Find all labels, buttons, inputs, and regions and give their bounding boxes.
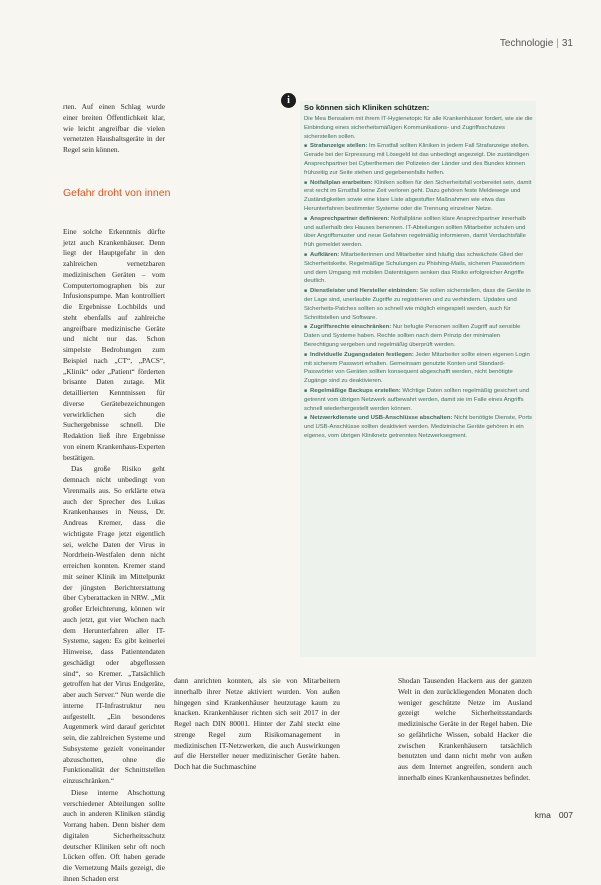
- info-box-item: [304, 323, 534, 349]
- info-box-title: So können sich Kliniken schützen:: [304, 103, 430, 112]
- info-box-item-title: Ansprechpartner definieren:: [310, 215, 390, 222]
- info-box-item: [304, 251, 534, 286]
- info-box-item-text: Wichtige Daten sollten regelmäßig gesichert und getrennt vom übrigen Netzwerk aufbewahrt werden, damit sie im Falle eines Angriffs schnell wiederhergestellt werden können.: [304, 387, 530, 412]
- info-icon: i: [281, 93, 296, 108]
- info-box-item: [304, 387, 534, 413]
- square-bullet-icon: ■: [304, 251, 308, 258]
- middle-column: [174, 676, 340, 773]
- info-box-item-title: Individuelle Zugangsdaten festlegen:: [310, 351, 414, 358]
- info-box: [281, 93, 537, 657]
- info-box-item-title: Notfallplan erarbeiten:: [310, 179, 373, 186]
- body-paragraph-3: Diese interne Abschottung verschiedener Abteilungen sollte auch in anderen Kliniken ständig Vorrang haben. Denn bisher dem digitalen Sicherheitsschutz deutscher Kliniken sehr oft noch Lücken offen. Oft haben gerade die Vernetzung Mails gezeigt, die ihnen Schaden erst: [63, 787, 165, 883]
- right-column-text: Shodan Tausenden Hackern aus der ganzen Welt in den zurückliegenden Monaten doch weniger geschützte Netze im Ausland gezeigt welche Sicherheitsstandards medizinische Geräte in der Regel haben. Die so gefährliche Wissen, sobald Hacker die zwischen Krankenhäusern tatsächlich benutzten und dann nicht mehr von außen aus dem Internet angreifen, sondern auch innerhalb eines Krankenhausnetzes befindet.: [398, 676, 532, 782]
- info-box-item-title: Dienstleister und Hersteller einbinden:: [310, 288, 419, 295]
- page-header: [500, 38, 573, 49]
- magazine-name: kma: [534, 810, 551, 820]
- info-box-item: [304, 215, 534, 250]
- square-bullet-icon: ■: [304, 351, 308, 358]
- info-box-item: [304, 287, 534, 322]
- square-bullet-icon: ■: [304, 387, 308, 394]
- info-box-list: [304, 142, 534, 440]
- right-column: [398, 676, 532, 784]
- left-column: [63, 102, 171, 885]
- square-bullet-icon: ■: [304, 215, 308, 222]
- info-box-intro: Die Mea Bensalem mit ihrem IT-Hygienetopic für alle Krankenhäuser fordert, wie sie die Einbindung eines sicherheitsmäßigen Kommunikations- und Zugriffsschutzes sicherstellen sollen.: [304, 116, 533, 140]
- info-box-item-title: Aufklären:: [310, 251, 340, 258]
- square-bullet-icon: ■: [304, 324, 308, 331]
- middle-column-text: dann anrichten konnten, als sie von Mitarbeitern innerhalb ihrer Netze aktiviert wurden. Von außen hingegen sind Krankenhäuser heutzutage kaum zu knacken. Krankenhäuser richten sich seit 2017 in der Regel nach DIN 80001. Hinter der Zahl steckt eine strenge Regel zum Risikomanagement in medizinischen IT-Netzwerken, die auch Auswirkungen auf die Hersteller neuer medizinischer Geräte haben. Doch hat die Suchmaschine: [174, 676, 340, 771]
- square-bullet-icon: ■: [304, 179, 308, 186]
- section-label: Technologie: [499, 38, 554, 49]
- info-box-item-text: Notfallpläne sollten klare Ansprechpartner innerhalb und außerhalb des Hauses benennen. IT-Abteilungen sollten Mitarbeiter schulen und über Angriffsmuster und neue Gefahren regelmäßig informieren, damit Verdachtsfälle früh gemeldet werden.: [304, 215, 526, 249]
- footer-page-number: 007: [558, 810, 573, 820]
- page-footer: [535, 810, 573, 820]
- header-separator: |: [556, 38, 559, 49]
- info-box-body: [304, 115, 534, 441]
- info-box-item-text: Im Ernstfall sollten Kliniken in jedem Fall Strafanzeige stellen. Gerade bei der Erpressung mit Lösegeld ist das unbedingt angezeigt. Die zuständigen Ansprechpartner bei Cyberthemen der Polizeien der Länder und des Bundes können frühzeitig zur Seite stehen und gegebenenfalls helfen.: [304, 143, 530, 176]
- info-box-item-text: Jeder Mitarbeiter sollte einen eigenen Login mit sicherem Passwort erhalten. Gemeinsam genutzte Konten und Standard-Passwörter von Geräten sollten konsequent abgeschafft werden, nicht benötigte Zugänge sind zu deaktivieren.: [304, 351, 530, 385]
- info-box-item-title: Regelmäßige Backups erstellen:: [310, 387, 401, 394]
- info-box-item-text: Nicht benötigte Dienste, Ports und USB-Anschlüsse sollten deaktiviert werden. Medizinische Geräte gehören in ein eigenes, vom übrigen Kliniknetz getrenntes Netzwerksegment.: [304, 415, 532, 439]
- header-page-number: 31: [561, 38, 573, 49]
- info-box-item-text: Nur befugte Personen sollten Zugriff auf sensible Daten und Systeme haben. Rechte sollten nach dem Prinzip der minimalen Berechtigung vergeben und regelmäßig überprüft werden.: [304, 324, 521, 348]
- info-box-item-text: Mitarbeiterinnen und Mitarbeiter sind häufig das schwächste Glied der Sicherheitskette. Regelmäßige Schulungen zu Phishing-Mails, sicheren Passwörtern und dem Umgang mit mobilen Datenträgern senken das Risiko erfolgreicher Angriffe deutlich.: [304, 251, 525, 285]
- info-box-item-text: Sie sollen sicherstellen, dass die Geräte in der Lage sind, unerlaubte Zugriffe zu registrieren und zu verhindern. Updates und Sicherheits-Patches sollten so schnell wie möglich eingespielt werden, auch für Schnittstellen und Software.: [304, 288, 531, 321]
- info-box-item: [304, 351, 534, 386]
- square-bullet-icon: ■: [304, 288, 308, 295]
- info-box-item: [304, 179, 534, 214]
- info-box-item: [304, 142, 534, 177]
- lead-paragraph: rten. Auf einen Schlag wurde einer breiten Öffentlichkeit klar, wie leicht angreifbar die vielen vernetzten Haushaltsgeräte in der Regel sein können.: [63, 102, 165, 154]
- square-bullet-icon: ■: [304, 143, 308, 150]
- body-paragraph-1: Eine solche Erkenntnis dürfte jetzt auch Krankenhäuser. Denn liegt der Hauptgefahr in den zahlreichen vernetzbaren medizinischen Geräten – vom Computertomographen bis zur Infusionspumpe. Man kontrolliert die Ergebnisse Lochbilds und steht ebenfalls auf zahlreiche angreifbare medizinische Geräte und nicht nur das. Schon simpelste Bedrohungen zum Beispiel nach „CT“, „PACS“, „Klinik“ oder „Patient“ förderten brisante Daten zutage. Mit detaillierten Kenntnissen für diverse Gerätebezeichnungen verwirklichen sich die Suchergebnisse schnell. Die Redaktion ließ ihre Ergebnisse von einem Krankenhaus-Experten bestätigen.: [63, 226, 165, 462]
- body-paragraph-2: Das große Risiko geht demnach nicht unbedingt von Virenmails aus. So erklärte etwa auch der Sprecher des Lukas Krankenhauses in Neuss, Dr. Andreas Kremer, dass die wichtigste Frage jetzt eigentlich sei, welche Daten der Virus in Nordrhein-Westfalen denn nicht erreichen konnten. Kremer stand mit seiner Klinik im Mittelpunkt der jüngsten Berichterstattung über Cyberattacken in NRW. „Mit großer Erleichterung, können wir auch jetzt, gut vier Wochen nach dem Herunterfahren aller IT-Systeme, sagen: Es gibt keinerlei Hinweise, dass Patientendaten geschädigt oder abgeflossen sind“, so Kremer. „Tatsächlich getroffen hat der Virus Endgeräte, aber auch Server.“ Nun werde die interne IT-Infrastruktur neu aufgestellt. „Ein besonderes Augenmerk wird darauf gerichtet sein, die zahlreichen Systeme und Subsysteme gezielt voneinander abzuschotten, ohne die Funktionalität der Schnittstellen einzuschränken.“: [63, 464, 165, 785]
- square-bullet-icon: ■: [304, 415, 308, 422]
- info-box-item-title: Zugriffsrechte einschränken:: [310, 324, 392, 331]
- info-box-item: [304, 414, 534, 440]
- info-box-item-text: Kliniken sollten für den Sicherheitsfall vorbereitet sein, damit erst recht im Ernstfall keine Zeit verloren geht. Dazu gehören feste Meldewege und Zuständigkeiten sowie eine klare Liste abgestufter Maßnahmen wie etwa das Herunterfahren bestimmter Systeme oder die Trennung einzelner Netze.: [304, 179, 532, 212]
- info-box-item-title: Strafanzeige stellen:: [310, 143, 368, 150]
- section-heading: Gefahr droht von innen: [63, 186, 171, 199]
- info-box-item-title: Netzwerkdienste und USB-Anschlüsse abschalten:: [310, 415, 453, 422]
